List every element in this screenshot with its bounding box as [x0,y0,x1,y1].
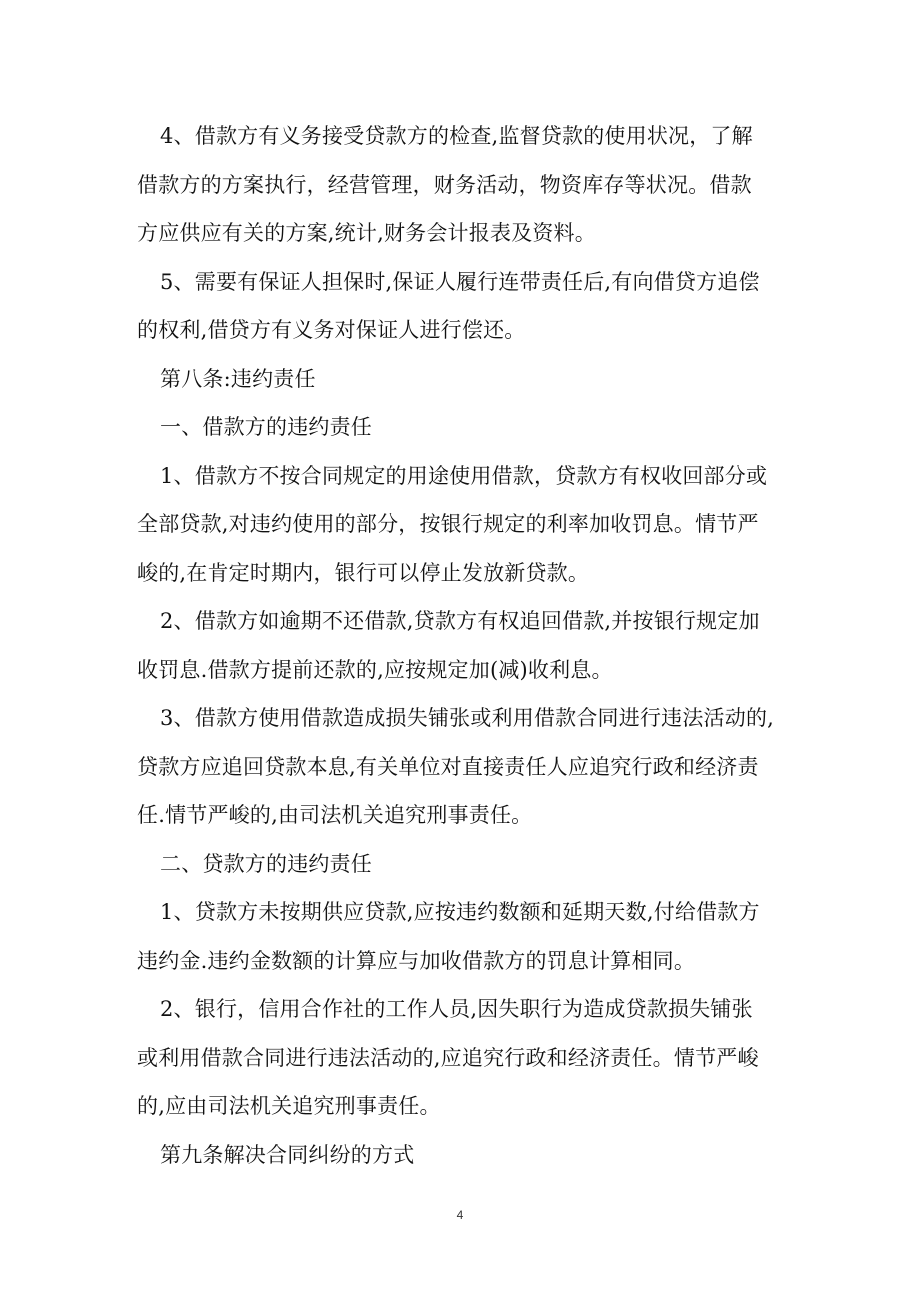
text-line: 第八条:违约责任 [160,366,316,391]
text-line: 4、借款方有义务接受贷款方的检查,监督贷款的使用状况，了解 [160,124,753,148]
text-line: 或利用借款合同进行违法活动的,应追究行政和经济责任。情节严峻 [137,1045,759,1070]
text-line: 收罚息.借款方提前还款的,应按规定加(减)收利息。 [137,657,613,682]
text-line: 二、贷款方的违约责任 [160,851,372,876]
text-line: 3、借款方使用借款造成损失铺张或利用借款合同进行违法活动的, [160,706,775,730]
text-line: 的,应由司法机关追究刑事责任。 [137,1094,441,1118]
text-line: 第九条解决合同纠纷的方式 [160,1142,415,1167]
text-line: 1、贷款方未按期供应贷款,应按违约数额和延期天数,付给借款方 [160,900,760,924]
document-body [137,112,785,1179]
text-line: 违约金.违约金数额的计算应与加收借款方的罚息计算相同。 [137,948,696,973]
text-line: 借款方的方案执行，经营管理，财务活动，物资库存等状况。借款 [137,172,752,197]
text-line: 一、借款方的违约责任 [160,415,372,439]
text-line: 的权利,借贷方有义务对保证人进行偿还。 [137,318,526,342]
text-line: 2、银行，信用合作社的工作人员,因失职行为造成贷款损失铺张 [160,997,753,1021]
text-line: 贷款方应追回贷款本息,有关单位对直接责任人应追究行政和经济责 [137,754,759,779]
text-line: 1、借款方不按合同规定的用途使用借款，贷款方有权收回部分或 [160,463,768,488]
text-line: 方应供应有关的方案,统计,财务会计报表及资料。 [137,221,596,245]
page-number: 4 [456,1208,464,1222]
text-line: 任.情节严峻的,由司法机关追究刑事责任。 [137,803,533,827]
text-line: 峻的,在肯定时期内，银行可以停止发放新贷款。 [137,560,590,585]
text-line: 5、需要有保证人担保时,保证人履行连带责任后,有向借贷方追偿 [160,269,760,294]
text-line: 2、借款方如逾期不还借款,贷款方有权追回借款,并按银行规定加 [160,609,760,633]
text-line: 全部贷款,对违约使用的部分，按银行规定的利率加收罚息。情节严 [137,512,759,536]
